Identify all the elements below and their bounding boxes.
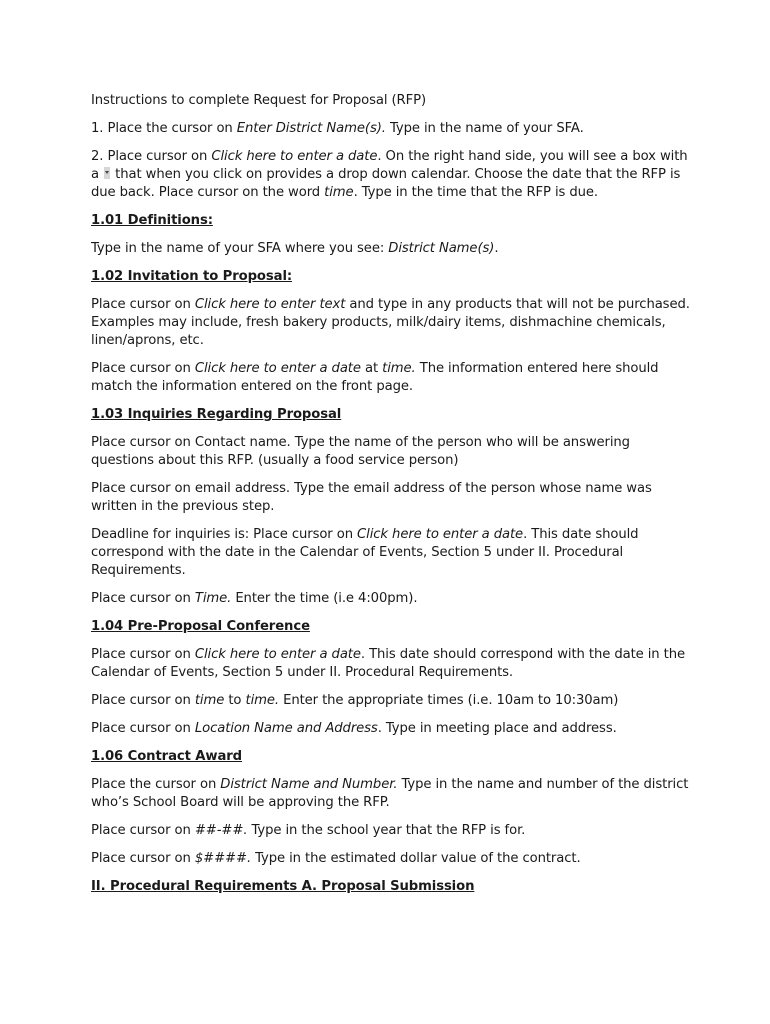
dropdown-arrow-icon [104,167,110,179]
intro-title: Instructions to complete Request for Proposal (RFP) [91,93,427,108]
placeholder-district-name: Enter District Name(s). [236,121,386,136]
section-heading-1-01: 1.01 Definitions: [91,213,213,228]
section-heading-1-03: 1.03 Inquiries Regarding Proposal [91,407,342,422]
step-1-paragraph: 1. Place the cursor on Enter District Name(s). Type in the name of your SFA. [91,121,584,136]
section-1-04-paragraph-2: Place cursor on time to time. Enter the appropriate times (i.e. 10am to 10:30am) [91,693,619,708]
section-1-06-paragraph-3: Place cursor on $####. Type in the estimated dollar value of the contract. [91,851,581,866]
section-1-01-paragraph: Type in the name of your SFA where you see: District Name(s). [91,241,499,256]
placeholder-date: Click here to enter a date [211,149,378,164]
section-1-03-paragraph-2: Place cursor on email address. Type the email address of the person whose name was written in the previous step. [91,481,652,514]
section-1-03-paragraph-1: Place cursor on Contact name. Type the name of the person who will be answering questions about this RFP. (usually a food service person) [91,435,630,468]
section-heading-ii: II. Procedural Requirements A. Proposal Submission [91,879,475,894]
section-1-03-paragraph-3: Deadline for inquiries is: Place cursor on Click here to enter a date. This date should correspond with the date in the Calendar of Events, Section 5 under II. Procedural Requirements. [91,527,639,578]
section-1-04-paragraph-1: Place cursor on Click here to enter a date. This date should correspond with the date in the Calendar of Events, Section 5 under II. Procedural Requirements. [91,647,685,680]
section-1-02-paragraph-2: Place cursor on Click here to enter a date at time. The information entered here should match the information entered on the front page. [91,361,659,394]
section-heading-1-06: 1.06 Contract Award [91,749,243,764]
section-1-03-paragraph-4: Place cursor on Time. Enter the time (i.e 4:00pm). [91,591,418,606]
section-1-04-paragraph-3: Place cursor on Location Name and Address. Type in meeting place and address. [91,721,617,736]
section-1-06-paragraph-1: Place the cursor on District Name and Number. Type in the name and number of the district who’s School Board will be approving the RFP. [91,777,689,810]
step-2-paragraph: 2. Place cursor on Click here to enter a date. On the right hand side, you will see a box with a that when you click on provides a drop down calendar. Choose the date that the RFP is due back. Place cursor on the word time. Type in the time that the RFP is due. [91,149,688,200]
placeholder-time: time [324,185,354,200]
section-heading-1-04: 1.04 Pre-Proposal Conference [91,619,310,634]
document-page [91,92,691,906]
section-1-06-paragraph-2: Place cursor on ##-##. Type in the school year that the RFP is for. [91,823,526,838]
section-heading-1-02: 1.02 Invitation to Proposal: [91,269,293,284]
section-1-02-paragraph-1: Place cursor on Click here to enter text and type in any products that will not be purchased. Examples may include, fresh bakery products, milk/dairy items, dishmachine chemicals, linen/aprons, etc. [91,297,690,348]
